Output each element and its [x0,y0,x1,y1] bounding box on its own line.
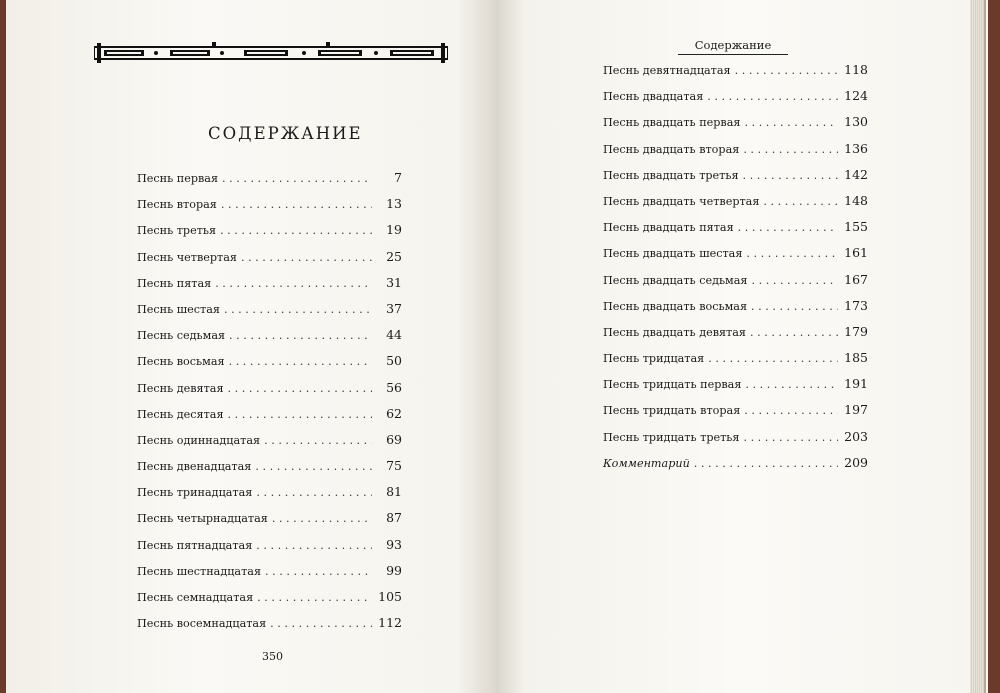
toc-entry [603,324,868,350]
toc-entry [137,563,402,589]
toc-entry-label: Песнь шестнадцатая [137,564,262,578]
toc-entry-page: 179 [844,323,868,339]
toc-entry [137,484,402,510]
dot-leader [763,195,838,208]
dot-leader [221,198,372,211]
toc-entry-label: Песнь третья [137,224,217,238]
toc-entry [603,272,868,298]
toc-entry [137,196,402,222]
toc-entry [603,402,868,428]
toc-entry-label: Песнь тринадцатая [137,486,253,500]
dot-leader [743,169,838,182]
toc-entry-page: 56 [386,379,402,395]
toc-entry-label: Песнь десятая [137,407,224,421]
toc-entry-label: Песнь тридцатая [603,352,705,366]
dot-leader [229,329,372,342]
toc-entry-label: Песнь одиннадцатая [137,433,261,447]
toc-entry-label: Песнь двадцатая [603,90,704,104]
dot-leader [257,591,372,604]
toc-entry-page: 148 [844,192,868,208]
toc-entry [137,327,402,353]
toc-entry-page: 44 [386,327,402,343]
toc-entry-label: Песнь седьмая [137,329,226,343]
toc-entry [603,62,868,88]
toc-entry [137,170,402,196]
dot-leader [229,355,372,368]
dot-leader [222,172,372,185]
dot-leader [750,326,838,339]
toc-entry-label: Песнь семнадцатая [137,591,254,604]
toc-entry-label: Песнь восьмая [137,355,225,369]
dot-leader [751,300,838,313]
toc-entry-label: Песнь четвертая [137,250,237,264]
toc-entry-page: 185 [844,350,868,366]
toc-entry-label: Комментарий [603,456,690,470]
toc-entry [603,141,868,167]
dot-leader [744,116,838,129]
toc-entry-label: Песнь пятая [137,276,212,290]
toc-entry-label: Песнь двадцать восьмая [603,299,748,313]
toc-entry-label: Песнь тридцать вторая [603,404,741,418]
page-edges [970,0,986,693]
toc-entry-label: Песнь двадцать первая [603,116,741,130]
dot-leader [745,378,838,391]
toc-entry-page: 81 [386,484,402,500]
toc-entry-page: 50 [386,353,402,369]
dot-leader [264,434,372,447]
toc-entry-page: 173 [844,297,868,313]
page-title: СОДЕРЖАНИЕ [208,124,363,143]
toc-entry-label: Песнь вторая [137,198,217,212]
toc-entry-label: Песнь четырнадцатая [137,512,268,526]
running-head: Содержание [678,38,788,55]
toc-entry-page: 93 [386,536,402,552]
dot-leader [752,274,839,287]
toc-entry [137,432,402,458]
toc-entry-label: Песнь шестая [137,302,220,316]
toc-entry-page: 203 [844,428,868,444]
toc-entry-page: 87 [386,510,402,526]
toc-entry-label: Песнь двадцать седьмая [603,273,748,287]
toc-entry-label: Песнь первая [137,172,219,185]
toc-entry [603,429,868,455]
toc-entry-page: 7 [394,170,402,185]
dot-leader [215,277,372,290]
toc-entry-label: Песнь двенадцатая [137,460,252,474]
toc-entry-label: Песнь двадцать пятая [603,221,734,235]
dot-leader [746,247,838,260]
dot-leader [707,90,838,103]
dot-leader [694,457,838,470]
toc-entry-page: 191 [844,376,868,392]
dot-leader [256,486,372,499]
toc-entry [603,455,868,481]
toc-entry-label: Песнь двадцать четвертая [603,194,760,208]
toc-list-left [137,170,402,641]
toc-entry-page: 167 [844,271,868,287]
dot-leader [224,303,372,316]
toc-entry-page: 75 [386,458,402,474]
toc-entry [603,298,868,324]
toc-entry-page: 37 [386,300,402,316]
toc-entry-label: Песнь тридцать первая [603,378,742,392]
toc-entry-page: 105 [378,589,402,604]
toc-entry-page: 130 [844,114,868,130]
toc-entry-page: 25 [386,248,402,264]
toc-entry-page: 13 [386,196,402,212]
toc-entry [603,193,868,219]
toc-entry [603,376,868,402]
toc-entry [137,380,402,406]
dot-leader [743,143,838,156]
toc-entry-page: 197 [844,402,868,418]
toc-entry-label: Песнь двадцать третья [603,168,739,182]
toc-entry-label: Песнь двадцать девятая [603,325,746,339]
toc-entry-page: 142 [844,166,868,182]
dot-leader [228,382,372,395]
page-number: 350 [262,650,283,663]
toc-entry [137,458,402,484]
toc-list-right [603,62,868,481]
dot-leader [708,352,838,365]
dot-leader [735,64,838,77]
dot-leader [265,565,372,578]
toc-entry-label: Песнь девятая [137,381,224,395]
toc-entry-page: 124 [844,88,868,104]
toc-entry-page: 112 [378,615,402,631]
book-spread [6,0,988,693]
dot-leader [256,539,372,552]
toc-entry [137,275,402,301]
dot-leader [743,431,838,444]
dot-leader [255,460,372,473]
toc-entry-label: Песнь двадцать шестая [603,247,743,261]
toc-entry [137,406,402,432]
dot-leader [744,404,838,417]
toc-entry [603,88,868,114]
toc-entry-label: Песнь пятнадцатая [137,538,253,552]
toc-entry-page: 136 [844,140,868,156]
toc-entry-label: Песнь тридцать третья [603,430,740,444]
dot-leader [220,224,372,237]
toc-entry [137,301,402,327]
ornamental-border-icon [94,40,448,66]
toc-entry [137,589,402,615]
toc-entry-page: 19 [386,222,402,238]
toc-entry-page: 118 [844,62,868,77]
toc-entry-page: 209 [844,454,868,470]
toc-entry [137,537,402,563]
toc-entry [603,245,868,271]
toc-entry [137,353,402,379]
toc-entry-page: 31 [386,274,402,290]
toc-entry [603,167,868,193]
dot-leader [241,251,372,264]
toc-entry [603,350,868,376]
toc-entry-page: 62 [386,405,402,421]
toc-entry [603,114,868,140]
toc-entry-page: 155 [844,219,868,235]
dot-leader [272,512,372,525]
toc-entry [137,510,402,536]
toc-entry-label: Песнь девятнадцатая [603,64,731,77]
toc-entry-label: Песнь двадцать вторая [603,142,740,156]
toc-entry-label: Песнь восемнадцатая [137,617,267,631]
toc-entry [137,249,402,275]
dot-leader [738,221,838,234]
toc-entry [137,222,402,248]
toc-entry-page: 161 [844,245,868,261]
toc-entry [137,615,402,641]
toc-entry-page: 69 [386,431,402,447]
toc-entry-page: 99 [386,562,402,578]
left-page [6,0,496,693]
dot-leader [270,617,372,630]
toc-entry [603,219,868,245]
dot-leader [228,408,373,421]
